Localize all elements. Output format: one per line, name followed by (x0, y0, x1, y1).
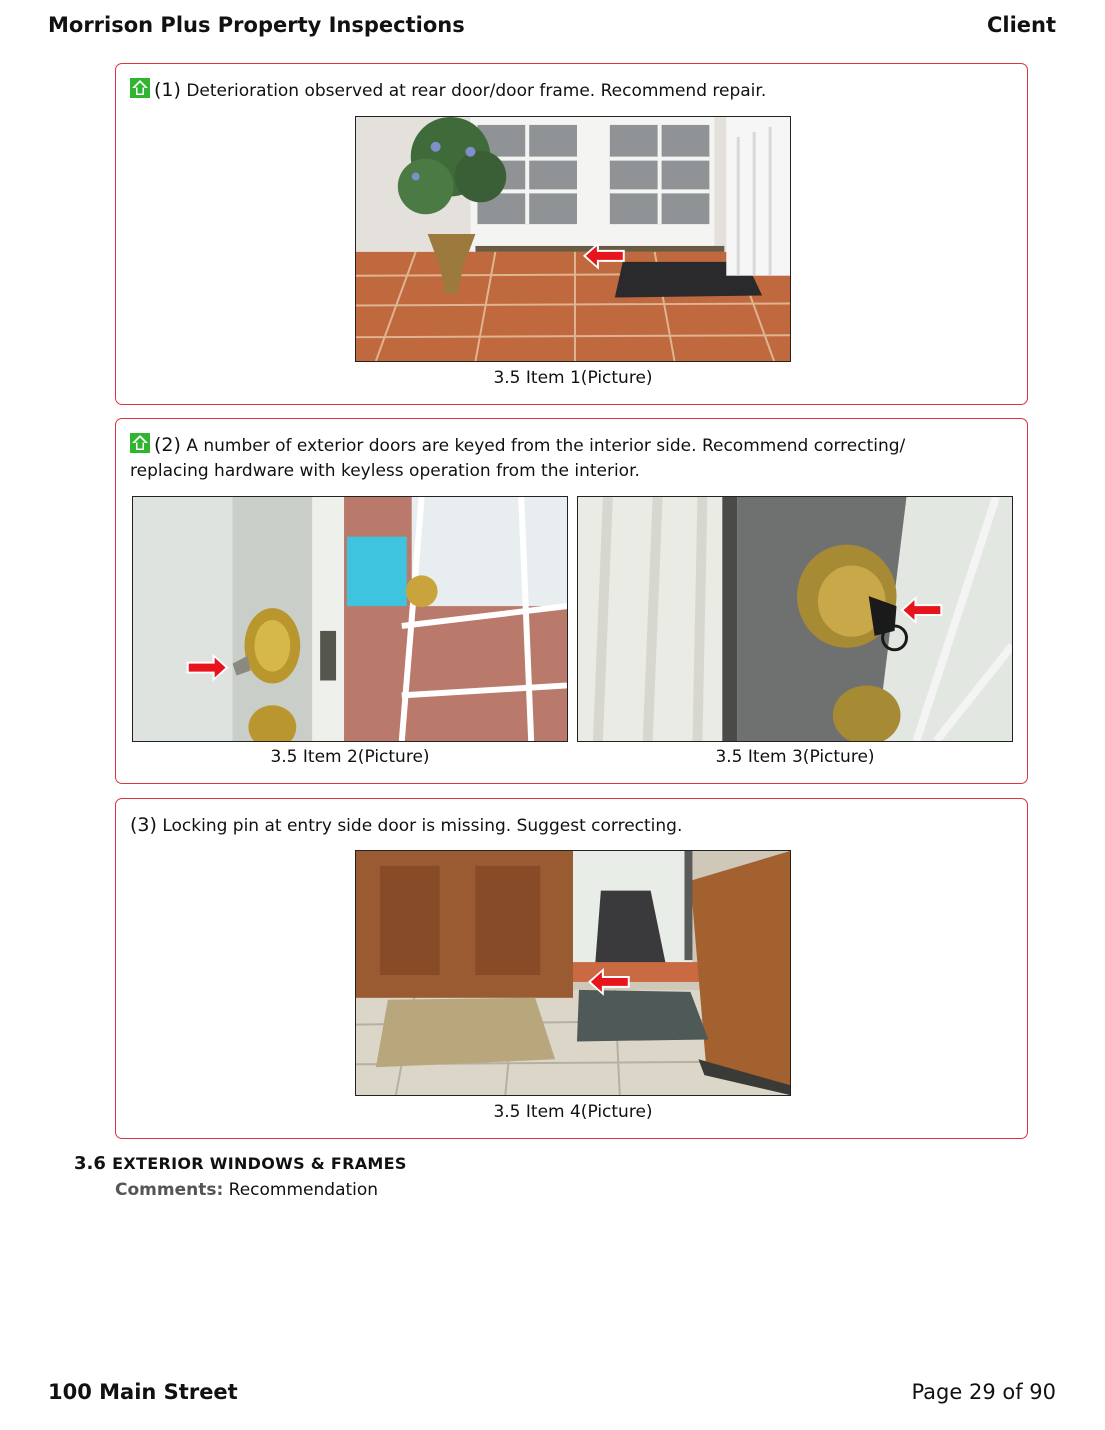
item-number-2: (2) (154, 434, 181, 456)
item-box-3 (115, 798, 1028, 1139)
comments-value: Recommendation (228, 1180, 379, 1200)
item-text-3: Locking pin at entry side door is missing. Suggest correcting. (162, 816, 683, 836)
green-up-arrow-icon (130, 78, 150, 98)
item-text-1: Deterioration observed at rear door/door frame. Recommend repair. (186, 81, 767, 101)
section-comments (115, 1180, 378, 1200)
photo-caption-4: 3.5 Item 4(Picture) (493, 1102, 653, 1122)
section-heading (74, 1153, 407, 1174)
item-box-1 (115, 63, 1028, 405)
photo-deadbolt-keys-hanging (577, 496, 1013, 742)
comments-label: Comments: (115, 1180, 224, 1200)
client-label: Client (986, 13, 1056, 37)
item-description-3 (130, 813, 987, 839)
green-up-arrow-icon (130, 433, 150, 453)
item-description-2 (130, 433, 987, 484)
company-name: Morrison Plus Property Inspections (48, 13, 465, 37)
photo-caption-1: 3.5 Item 1(Picture) (493, 368, 653, 388)
section-number: 3.6 (74, 1153, 106, 1174)
item-number-1: (1) (154, 79, 181, 101)
section-title: EXTERIOR WINDOWS & FRAMES (112, 1154, 407, 1173)
photo-caption-2: 3.5 Item 2(Picture) (270, 747, 430, 767)
item-number-3: (3) (130, 814, 157, 836)
photo-caption-3: 3.5 Item 3(Picture) (715, 747, 875, 767)
property-address: 100 Main Street (48, 1380, 238, 1404)
page-number: Page 29 of 90 (911, 1380, 1056, 1404)
item-text-2: A number of exterior doors are keyed from the interior side. Recommend correcting/ replacing hardware with keyless operation from the interior. (130, 436, 906, 481)
photo-rear-door (355, 116, 791, 362)
item-description-1 (130, 78, 987, 104)
item-box-2 (115, 418, 1028, 784)
photo-deadbolt-key-interior (132, 496, 568, 742)
photo-entry-door (355, 850, 791, 1096)
